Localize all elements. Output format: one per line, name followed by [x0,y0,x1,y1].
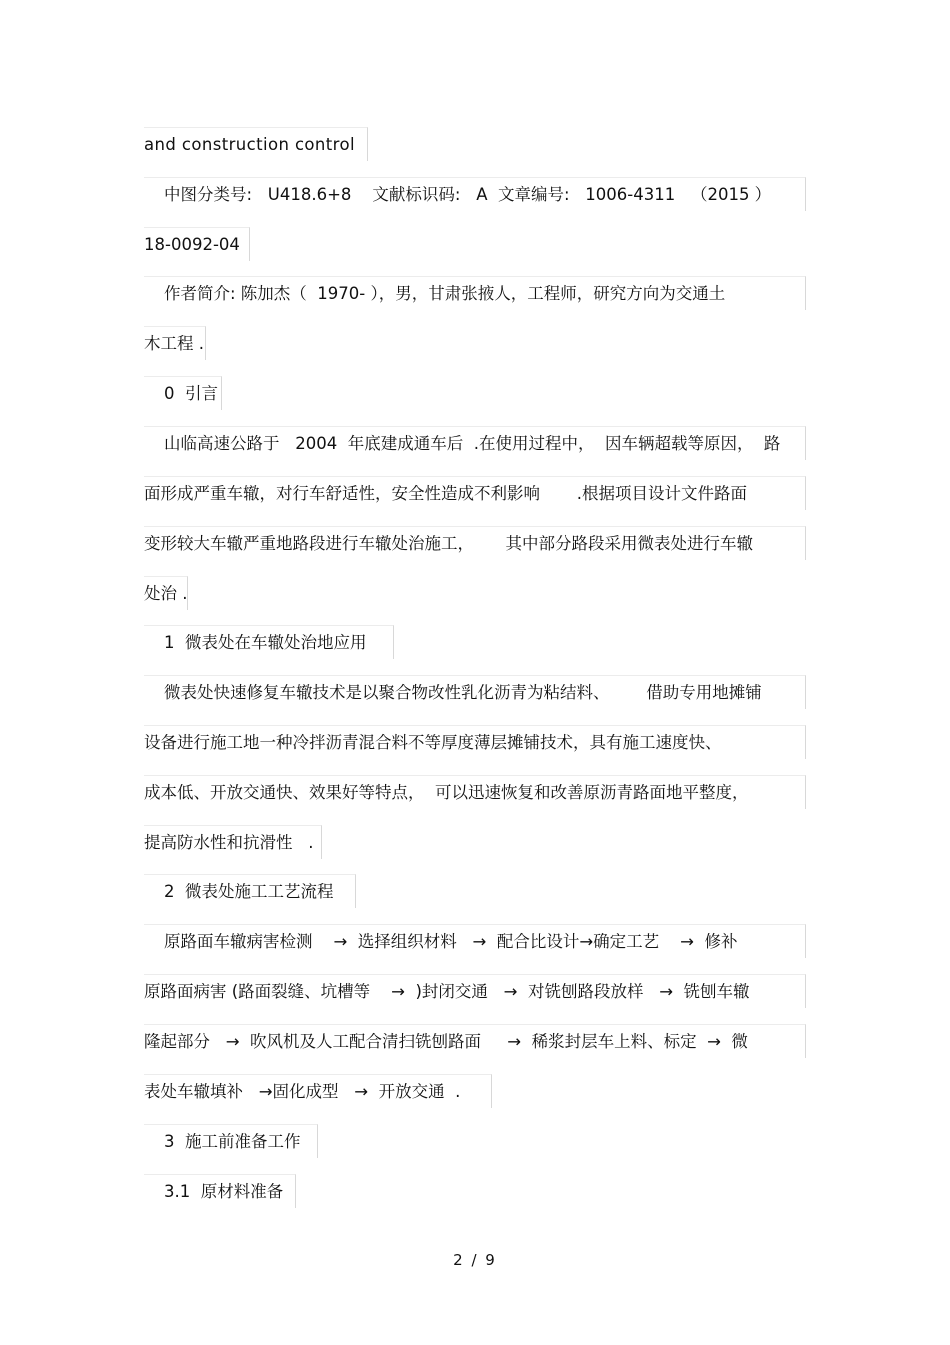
text-line-article-code: 18-0092-04 [144,227,250,261]
text-line-paragraph: 山临高速公路于 2004 年底建成通车后 .在使用过程中， 因车辆超载等原因， 路 [144,426,806,460]
section-heading-3: 3 施工前准备工作 [144,1124,318,1158]
text-line-process: 原路面病害 (路面裂缝、坑槽等 → )封闭交通 → 对铣刨路段放样 → 铣刨车辙 [144,974,806,1008]
section-heading-2: 2 微表处施工工艺流程 [144,874,356,908]
text-line-abstract-end: and construction control [144,127,368,161]
text-line-classification: 中图分类号: U418.6+8 文献标识码: A 文章编号: 1006-4311 （2015 ） [144,177,806,211]
page-number: 2 / 9 [453,1251,497,1269]
section-heading-1: 1 微表处在车辙处治地应用 [144,625,394,659]
section-heading-introduction: 0 引言 [144,376,222,410]
text-line-paragraph: 变形较大车辙严重地路段进行车辙处治施工， 其中部分路段采用微表处进行车辙 [144,526,806,560]
section-heading-3-1: 3.1 原材料准备 [144,1174,296,1208]
text-line-author-intro: 作者简介: 陈加杰（ 1970- ），男，甘肃张掖人，工程师，研究方向为交通土 [144,276,806,310]
text-line-author-intro-cont: 木工程 . [144,326,206,360]
text-line-paragraph: 设备进行施工地一种冷拌沥青混合料不等厚度薄层摊铺技术，具有施工速度快、 [144,725,806,759]
text-line-paragraph: 处治 . [144,576,188,610]
text-line-process: 表处车辙填补 →固化成型 → 开放交通 . [144,1074,492,1108]
text-line-paragraph: 微表处快速修复车辙技术是以聚合物改性乳化沥青为粘结料、 借助专用地摊铺 [144,675,806,709]
text-line-process: 原路面车辙病害检测 → 选择组织材料 → 配合比设计→确定工艺 → 修补 [144,924,806,958]
text-line-paragraph: 成本低、开放交通快、效果好等特点， 可以迅速恢复和改善原沥青路面地平整度， [144,775,806,809]
text-line-process: 隆起部分 → 吹风机及人工配合清扫铣刨路面 → 稀浆封层车上料、标定 → 微 [144,1024,806,1058]
text-line-paragraph: 面形成严重车辙，对行车舒适性，安全性造成不利影响 .根据项目设计文件路面 [144,476,806,510]
text-line-paragraph: 提高防水性和抗滑性 . [144,825,322,859]
